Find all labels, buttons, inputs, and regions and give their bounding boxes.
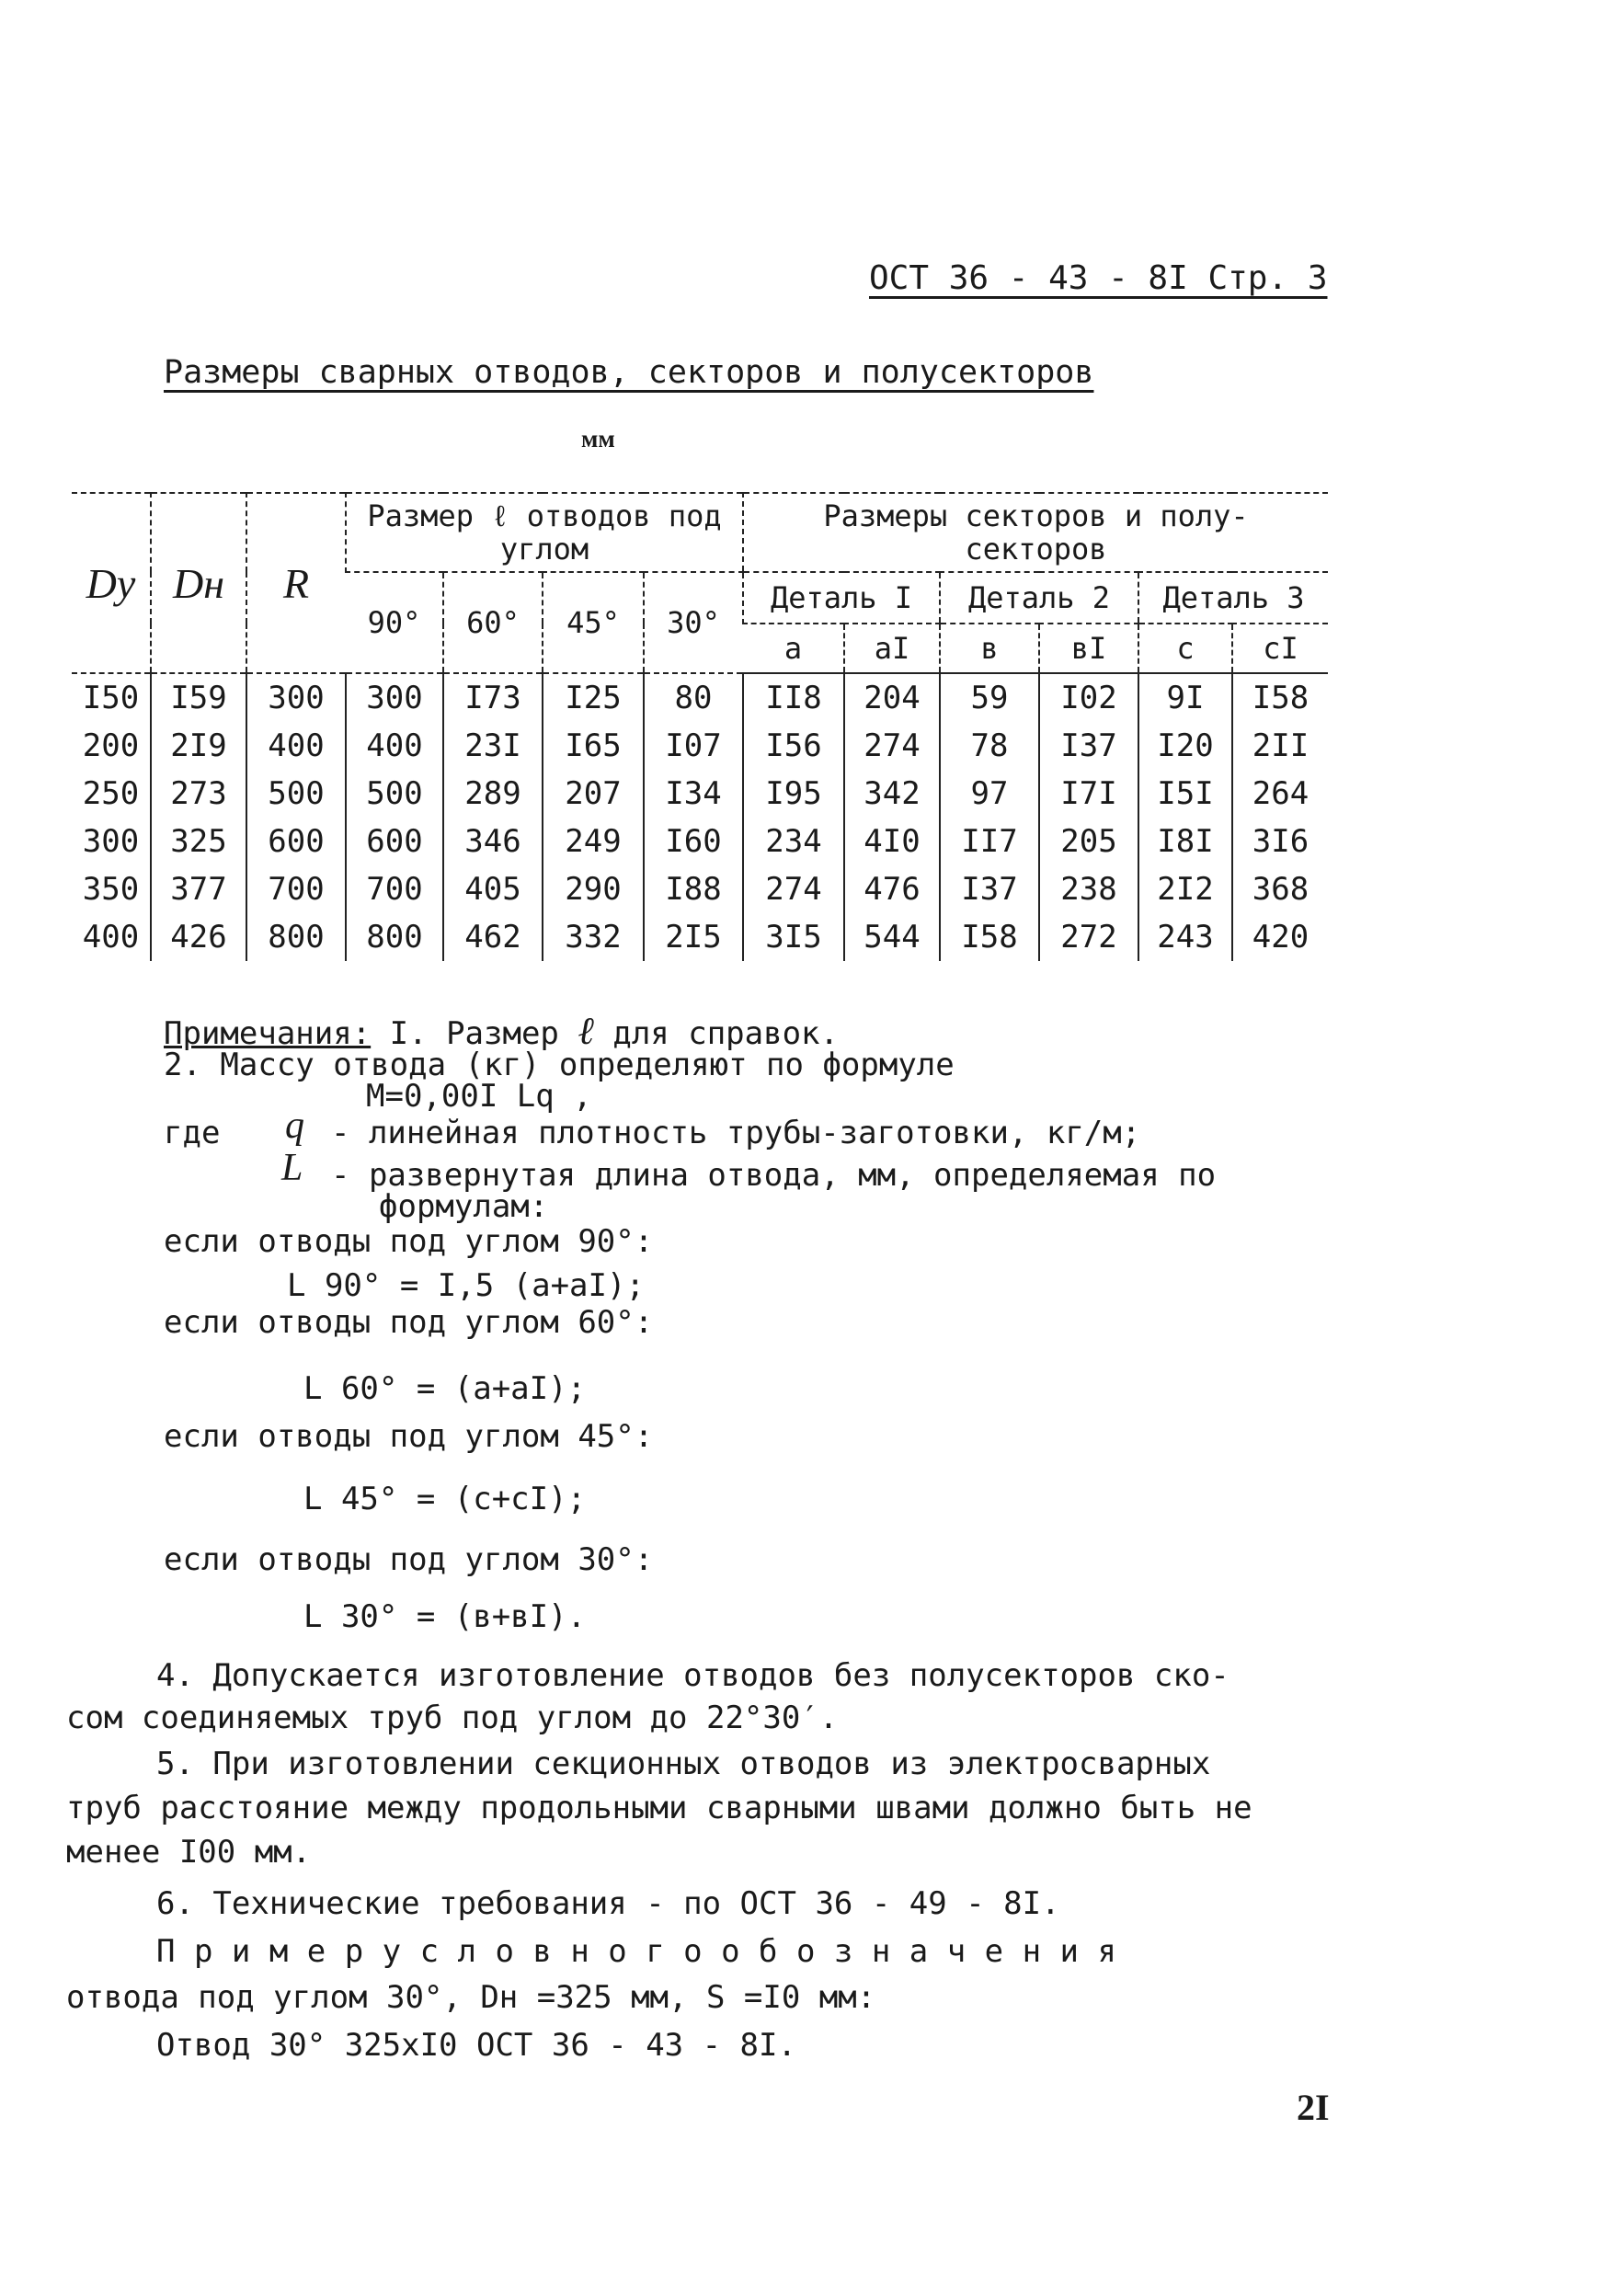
example-line: отвода под углом 30°, Dн =325 мм, S =I0 мм: <box>66 1979 876 2016</box>
note-5-line-3: менее I00 мм. <box>66 1834 312 1871</box>
table-cell: II8 <box>743 673 844 722</box>
table-cell: 400 <box>82 919 140 956</box>
table-cell: 500 <box>246 770 346 818</box>
header-angle-90: 90° <box>346 572 443 673</box>
if-90: если отводы под углом 90°: <box>164 1223 654 1260</box>
table-cell: I60 <box>644 818 743 865</box>
note-2: 2. Массу отвода (кг) определяют по формуле <box>164 1047 955 1083</box>
table-cell: 59 <box>940 673 1039 722</box>
table-cell: 289 <box>443 770 543 818</box>
table-cell: I02 <box>1039 673 1138 722</box>
table-cell: 274 <box>844 722 940 770</box>
table-cell: 600 <box>246 818 346 865</box>
if-60: если отводы под углом 60°: <box>164 1304 654 1341</box>
L-description-1: - развернутая длина отвода, мм, определяемая по <box>331 1157 1217 1194</box>
table-cell: 200 <box>82 727 140 764</box>
table-cell: 400 <box>346 722 443 770</box>
note-4-line-2: сом соединяемых труб под углом до 22°30′. <box>66 1700 839 1736</box>
table-cell: 342 <box>844 770 940 818</box>
table-cell: 9I <box>1138 673 1232 722</box>
header-detail-2: Деталь 2 <box>940 572 1138 624</box>
table-cell: I20 <box>1138 722 1232 770</box>
header-dn: Dн <box>151 493 246 673</box>
table-cell: 3I5 <box>743 913 844 961</box>
table-cell: I37 <box>940 865 1039 913</box>
notes-label: Примечания: <box>164 1015 372 1052</box>
table-cell: I37 <box>1039 722 1138 770</box>
table-cell: 700 <box>246 865 346 913</box>
header-sub-c1: сI <box>1232 624 1328 673</box>
table-cell: I65 <box>543 722 644 770</box>
table-cell: 290 <box>543 865 644 913</box>
table-cell: 600 <box>346 818 443 865</box>
table-cell: 350 <box>82 871 140 908</box>
table-cell: 2II <box>1232 722 1328 770</box>
table-cell: I59 <box>151 673 246 722</box>
unit-label: мм <box>581 425 615 452</box>
header-sub-a: а <box>743 624 844 673</box>
L-description-2: формулам: <box>379 1188 549 1225</box>
table-cell: 243 <box>1138 913 1232 961</box>
table-cell: I58 <box>1232 673 1328 722</box>
formula-mass: M=0,00I Lq , <box>366 1078 592 1115</box>
table-cell: I07 <box>644 722 743 770</box>
header-sub-c: с <box>1138 624 1232 673</box>
header-angle-45: 45° <box>543 572 644 673</box>
page-number: 2I <box>1297 2087 1330 2128</box>
table-cell: 368 <box>1232 865 1328 913</box>
table-cell: 204 <box>844 673 940 722</box>
table-cell: I95 <box>743 770 844 818</box>
table-cell: 462 <box>443 913 543 961</box>
table-cell: 274 <box>743 865 844 913</box>
table-cell: I5I <box>1138 770 1232 818</box>
table-cell: 78 <box>940 722 1039 770</box>
header-detail-3: Деталь 3 <box>1138 572 1328 624</box>
header-angle-30: 30° <box>644 572 743 673</box>
table-cell: I88 <box>644 865 743 913</box>
header-sub-b1: вI <box>1039 624 1138 673</box>
table-cell: 273 <box>151 770 246 818</box>
table-cell: 4I0 <box>844 818 940 865</box>
table-cell: 272 <box>1039 913 1138 961</box>
if-30: если отводы под углом 30°: <box>164 1541 654 1578</box>
table-cell: 205 <box>1039 818 1138 865</box>
table-cell: I8I <box>1138 818 1232 865</box>
table-cell: 377 <box>151 865 246 913</box>
L-symbol: L <box>281 1147 303 1189</box>
page-title: Размеры сварных отводов, секторов и полусекторов <box>164 354 1094 391</box>
table-cell: 250 <box>82 775 140 812</box>
table-cell: 300 <box>82 823 140 860</box>
table-cell: I50 <box>82 680 140 716</box>
table-cell: 426 <box>151 913 246 961</box>
table-cell: 23I <box>443 722 543 770</box>
table-cell: 249 <box>543 818 644 865</box>
table-row <box>72 913 1328 961</box>
table-row <box>72 818 1328 865</box>
table-cell: 700 <box>346 865 443 913</box>
table-cell: 500 <box>346 770 443 818</box>
formula-90: L 90° = I,5 (а+аI); <box>287 1267 645 1304</box>
table-cell: 238 <box>1039 865 1138 913</box>
table-cell: I73 <box>443 673 543 722</box>
table-cell: 3I6 <box>1232 818 1328 865</box>
table-cell: 2I9 <box>151 722 246 770</box>
note-6: 6. Технические требования - по ОСТ 36 - 49 - 8I. <box>156 1885 1060 1922</box>
table-cell: 300 <box>246 673 346 722</box>
where-label: где <box>164 1115 221 1151</box>
table-cell: 332 <box>543 913 644 961</box>
note-4-line-1: 4. Допускается изготовление отводов без полусекторов ско- <box>156 1657 1229 1694</box>
table-cell: II7 <box>940 818 1039 865</box>
table-cell: 97 <box>940 770 1039 818</box>
table-cell: 325 <box>151 818 246 865</box>
header-r: R <box>246 493 346 673</box>
table-cell: 405 <box>443 865 543 913</box>
ell-symbol: ℓ <box>578 1011 594 1053</box>
table-cell: 264 <box>1232 770 1328 818</box>
table-row <box>72 865 1328 913</box>
formula-30: L 30° = (в+вI). <box>303 1598 587 1635</box>
formula-45: L 45° = (с+сI); <box>303 1481 587 1517</box>
table-cell: 346 <box>443 818 543 865</box>
table-cell: 800 <box>346 913 443 961</box>
table-cell: 2I2 <box>1138 865 1232 913</box>
note-5-line-1: 5. При изготовлении секционных отводов из электросварных <box>156 1745 1211 1782</box>
table-cell: 234 <box>743 818 844 865</box>
table-cell: I7I <box>1039 770 1138 818</box>
note-1-text: I. Размер <box>389 1015 559 1052</box>
table-cell: I58 <box>940 913 1039 961</box>
example-designation: Отвод 30° 325хI0 ОСТ 36 - 43 - 8I. <box>156 2027 796 2064</box>
table-cell: 80 <box>644 673 743 722</box>
table-cell: 207 <box>543 770 644 818</box>
header-dy: Dy <box>72 493 151 673</box>
table-cell: 476 <box>844 865 940 913</box>
formula-60: L 60° = (а+аI); <box>303 1370 587 1407</box>
table-cell: I25 <box>543 673 644 722</box>
header-detail-1: Деталь I <box>743 572 940 624</box>
header-sub-a1: аI <box>844 624 940 673</box>
header-sub-b: в <box>940 624 1039 673</box>
table-row <box>72 770 1328 818</box>
q-symbol: q <box>285 1104 304 1147</box>
table-cell: I56 <box>743 722 844 770</box>
table-cell: I34 <box>644 770 743 818</box>
table-row <box>72 722 1328 770</box>
q-description: - линейная плотность трубы-заготовки, кг/м; <box>331 1115 1141 1151</box>
header-bend-size: Размер ℓ отводов под углом <box>346 493 743 572</box>
table-cell: 400 <box>246 722 346 770</box>
if-45: если отводы под углом 45°: <box>164 1418 654 1455</box>
example-title: П р и м е р у с л о в н о г о о б о з н а ч е н и я <box>156 1933 1116 1970</box>
table-cell: 420 <box>1232 913 1328 961</box>
note-1-tail: для справок. <box>612 1015 839 1052</box>
table-cell: 300 <box>346 673 443 722</box>
header-angle-60: 60° <box>443 572 543 673</box>
table-cell: 544 <box>844 913 940 961</box>
document-header: ОСТ 36 - 43 - 8I Стр. 3 <box>869 259 1328 297</box>
table-row <box>72 673 1328 722</box>
table-cell: 800 <box>246 913 346 961</box>
header-sector-size: Размеры секторов и полу-секторов <box>743 493 1328 572</box>
dimensions-table <box>72 492 1328 961</box>
note-5-line-2: труб расстояние между продольными сварными швами должно быть не <box>66 1790 1252 1826</box>
table-cell: 2I5 <box>644 913 743 961</box>
